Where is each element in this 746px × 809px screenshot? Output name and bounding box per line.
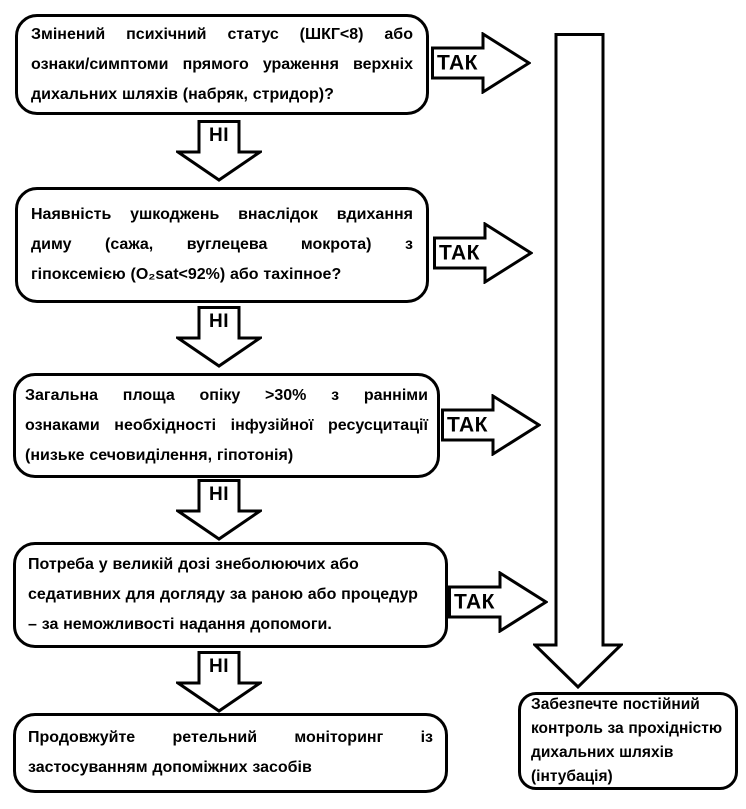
no-arrow-2-icon (176, 306, 262, 368)
text-line: контроль за прохідністю (531, 720, 723, 737)
merge-down-arrow-icon (533, 33, 623, 689)
text-line: диму (сажа, вуглецева мокрота) з (31, 236, 413, 253)
text-line: седативних для догляду за раною або процедур (28, 586, 418, 603)
text-line: (інтубація) (531, 768, 613, 785)
yes-arrow-2-icon (433, 222, 533, 284)
decision-box-inhalation-injury (15, 187, 429, 303)
text-line: Загальна площа опіку >30% з ранніми (25, 386, 428, 404)
no-label-4: НІ (209, 656, 229, 677)
no-arrow-1-icon (176, 120, 262, 182)
text-line: (низьке сечовиділення, гіпотонія) (25, 446, 294, 464)
text-line: застосуванням допоміжних засобів (28, 759, 312, 776)
text-line: Наявність ушкоджень внаслідок вдихання (31, 206, 413, 223)
text-line: Змінений психічний статус (ШКГ<8) або (31, 25, 413, 43)
text-line: Продовжуйте ретельний моніторинг із (28, 729, 433, 746)
decision-box-mental-status (15, 14, 429, 115)
no-label-2: НІ (209, 311, 229, 332)
yes-label-1: ТАК (437, 51, 478, 75)
text-line: – за неможливості надання допомоги. (28, 616, 332, 633)
text-line: Потреба у великій дозі знеболюючих або (28, 556, 359, 573)
text-line: ознаки/симптоми прямого ураження верхніх (31, 55, 413, 73)
no-label-1: НІ (209, 125, 229, 146)
outcome-box-monitoring (13, 713, 448, 793)
no-arrow-4-icon (176, 651, 262, 713)
text-line: дихальних шляхів (531, 744, 674, 761)
yes-label-3: ТАК (447, 413, 488, 437)
yes-arrow-3-icon (441, 394, 541, 456)
decision-box-analgesia-need (13, 542, 448, 648)
text-line: Забезпечте постійний (531, 696, 700, 713)
yes-label-2: ТАК (439, 241, 480, 265)
decision-box-burn-area (13, 373, 440, 478)
yes-label-4: ТАК (454, 590, 495, 614)
text-line: ознаками необхідності інфузійної ресусцитації (25, 416, 428, 434)
outcome-box-airway-control (518, 692, 738, 790)
no-arrow-3-icon (176, 479, 262, 541)
no-label-3: НІ (209, 484, 229, 505)
text-line: дихальних шляхів (набряк, стридор)? (31, 85, 334, 103)
yes-arrow-1-icon (431, 32, 531, 94)
text-line: гіпоксемією (O₂sat<92%) або тахіпное? (31, 266, 342, 283)
